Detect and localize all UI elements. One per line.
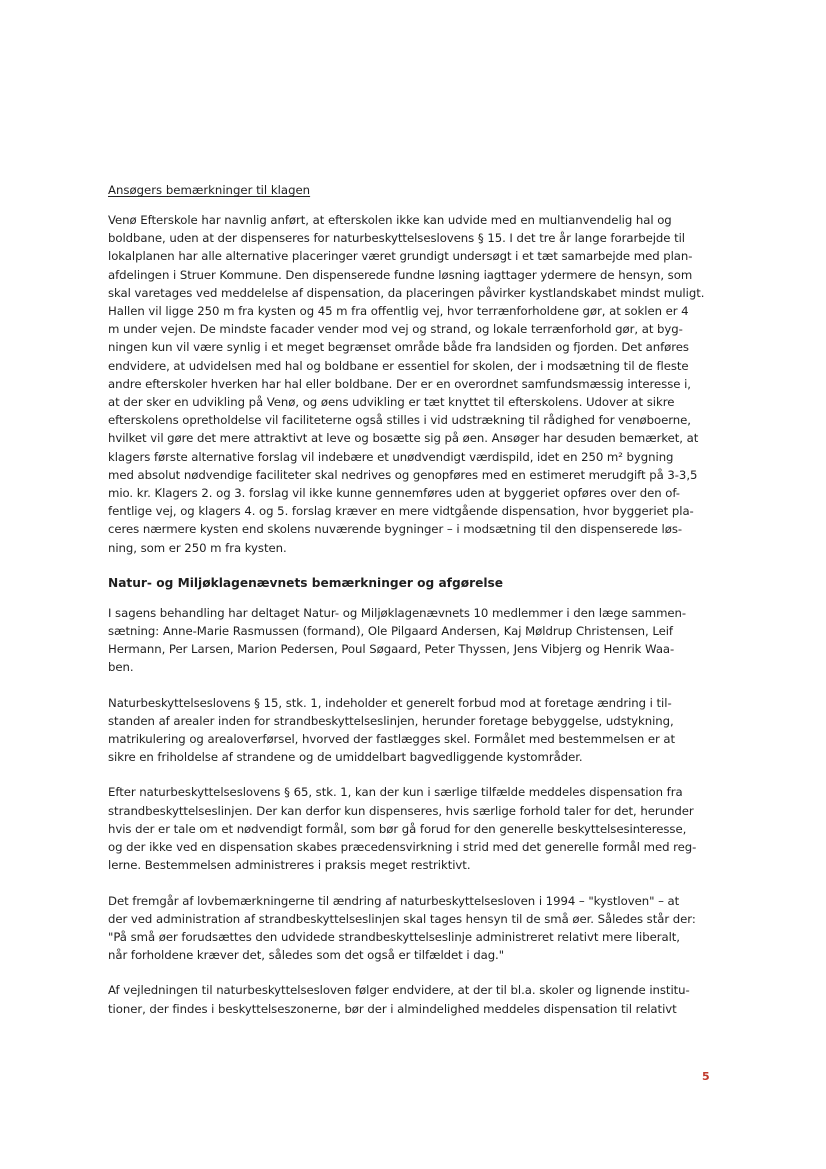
- text-line: Hallen vil ligge 250 m fra kysten og 45 m fra offentlig vej, hvor terrænforholdene gør, at soklen er 4: [108, 304, 689, 319]
- text-line: matrikulering og arealoverførsel, hvorved der fastlægges skel. Formålet med bestemmelsen er at: [108, 732, 676, 747]
- text-line: Venø Efterskole har navnlig anført, at efterskolen ikke kan udvide med en multianvendelig hal og: [108, 213, 672, 227]
- text-line: at der sker en udvikling på Venø, og øens udvikling er tæt knyttet til efterskolens. Udover at sikre: [108, 395, 675, 410]
- text-line: ning, som er 250 m fra kysten.: [108, 540, 287, 555]
- section-heading-applicant-remarks: Ansøgers bemærkninger til klagen: [108, 183, 311, 197]
- text-line: sikre en friholdelse af strandene og de umiddelbart bagvedliggende kystområder.: [108, 750, 583, 765]
- text-line: standen af arealer inden for strandbeskyttelseslinjen, herunder foretage bebyggelse, udstykning,: [108, 713, 674, 728]
- text-line: boldbane, uden at der dispenseres for naturbeskyttelseslovens § 15. I det tre år lange forarbejde til: [108, 231, 686, 246]
- text-line: "På små øer forudsættes den udvidede strandbeskyttelseslinje administreret relativt mere liberalt,: [108, 929, 680, 944]
- text-line: ben.: [108, 660, 134, 675]
- text-line: ceres nærmere kysten end skolens nuværende bygninger – i modsætning til den dispenserede løs-: [108, 522, 683, 537]
- page-number: 5: [702, 1070, 710, 1083]
- text-line: andre efterskoler hverken har hal eller boldbane. Der er en overordnet samfundsmæssig interesse i,: [108, 376, 691, 391]
- text-line: og der ikke ved en dispensation skabes præcedensvirkning i strid med det generelle formål med reg-: [108, 840, 697, 855]
- text-line: Hermann, Per Larsen, Marion Pedersen, Poul Søgaard, Peter Thyssen, Jens Vibjerg og Henrik Waa-: [108, 642, 675, 657]
- text-line: afdelingen i Struer Kommune. Den dispenserede fundne løsning iagttager ydermere de hensyn, som: [108, 267, 693, 282]
- text-line: I sagens behandling har deltaget Natur- og Miljøklagenævnets 10 medlemmer i den læge sammen-: [108, 605, 687, 620]
- text-line: klagers første alternative forslag vil indebære et unødvendigt værdispild, idet en 250 m² bygning: [108, 449, 674, 464]
- paragraph-applicant-remarks: [108, 211, 712, 557]
- text-line: hvilket vil gøre det mere attraktivt at leve og bosætte sig på øen. Ansøger har desuden bemærket, at: [108, 431, 699, 446]
- text-line: Efter naturbeskyttelseslovens § 65, stk. 1, kan der kun i særlige tilfælde meddeles dispensation fra: [108, 785, 683, 800]
- text-line: med absolut nødvendige faciliteter skal nedrives og genopføres med en estimeret merudgift på 3-3,5: [108, 467, 698, 482]
- paragraph-section-15: [108, 694, 712, 767]
- paragraph-guidance: [108, 981, 712, 1017]
- text-line: skal varetages ved meddelelse af dispensation, da placeringen påvirker kystlandskabet mindst muligt.: [108, 285, 705, 300]
- paragraph-section-65: [108, 783, 712, 874]
- text-line: fentlige vej, og klagers 4. og 5. forslag kræver en mere vidtgående dispensation, hvor byggeriet pla-: [108, 504, 694, 519]
- text-line: mio. kr. Klagers 2. og 3. forslag vil ikke kunne gennemføres uden at byggeriet opføres over den of-: [108, 486, 680, 501]
- text-line: Af vejledningen til naturbeskyttelsesloven følger endvidere, at der til bl.a. skoler og lignende institu-: [108, 983, 690, 998]
- text-line: lerne. Bestemmelsen administreres i praksis meget restriktivt.: [108, 858, 471, 873]
- text-line: Det fremgår af lovbemærkningerne til ændring af naturbeskyttelsesloven i 1994 – "kystloven" – at: [108, 893, 680, 908]
- text-line: lokalplanen har alle alternative placeringer været grundigt undersøgt i et tæt samarbejde med plan-: [108, 249, 693, 264]
- text-line: der ved administration af strandbeskyttelseslinjen skal tages hensyn til de små øer. Således står der:: [108, 911, 696, 926]
- section-heading-board-remarks: Natur- og Miljøklagenævnets bemærkninger og afgørelse: [108, 575, 504, 590]
- text-line: strandbeskyttelseslinjen. Der kan derfor kun dispenseres, hvis særlige forhold taler for det, herunder: [108, 803, 694, 818]
- text-line: ningen kun vil være synlig i et meget begrænset område både fra landsiden og fjorden. Det anføres: [108, 340, 689, 355]
- paragraph-board-members: [108, 604, 712, 677]
- text-line: sætning: Anne-Marie Rasmussen (formand), Ole Pilgaard Andersen, Kaj Møldrup Christensen, Leif: [108, 624, 673, 639]
- text-line: tioner, der findes i beskyttelseszonerne, bør der i almindelighed meddeles dispensation til relativt: [108, 1001, 677, 1016]
- text-line: endvidere, at udvidelsen med hal og boldbane er essentiel for skolen, der i modsætning til de fleste: [108, 358, 689, 373]
- document-page: [108, 181, 712, 1035]
- paragraph-coastal-law: [108, 892, 712, 965]
- text-line: hvis der er tale om et nødvendigt formål, som bør gå forud for den generelle beskyttelsesinteresse,: [108, 821, 687, 836]
- text-line: efterskolens opretholdelse vil faciliteterne også stilles i vid udstrækning til rådighed for venøboerne,: [108, 413, 691, 428]
- text-line: m under vejen. De mindste facader vender mod vej og strand, og lokale terrænforhold gør, at byg-: [108, 322, 683, 337]
- text-line: Naturbeskyttelseslovens § 15, stk. 1, indeholder et generelt forbud mod at foretage ændring i til-: [108, 695, 672, 710]
- text-line: når forholdene kræver det, således som det også er tilfældet i dag.": [108, 948, 505, 963]
